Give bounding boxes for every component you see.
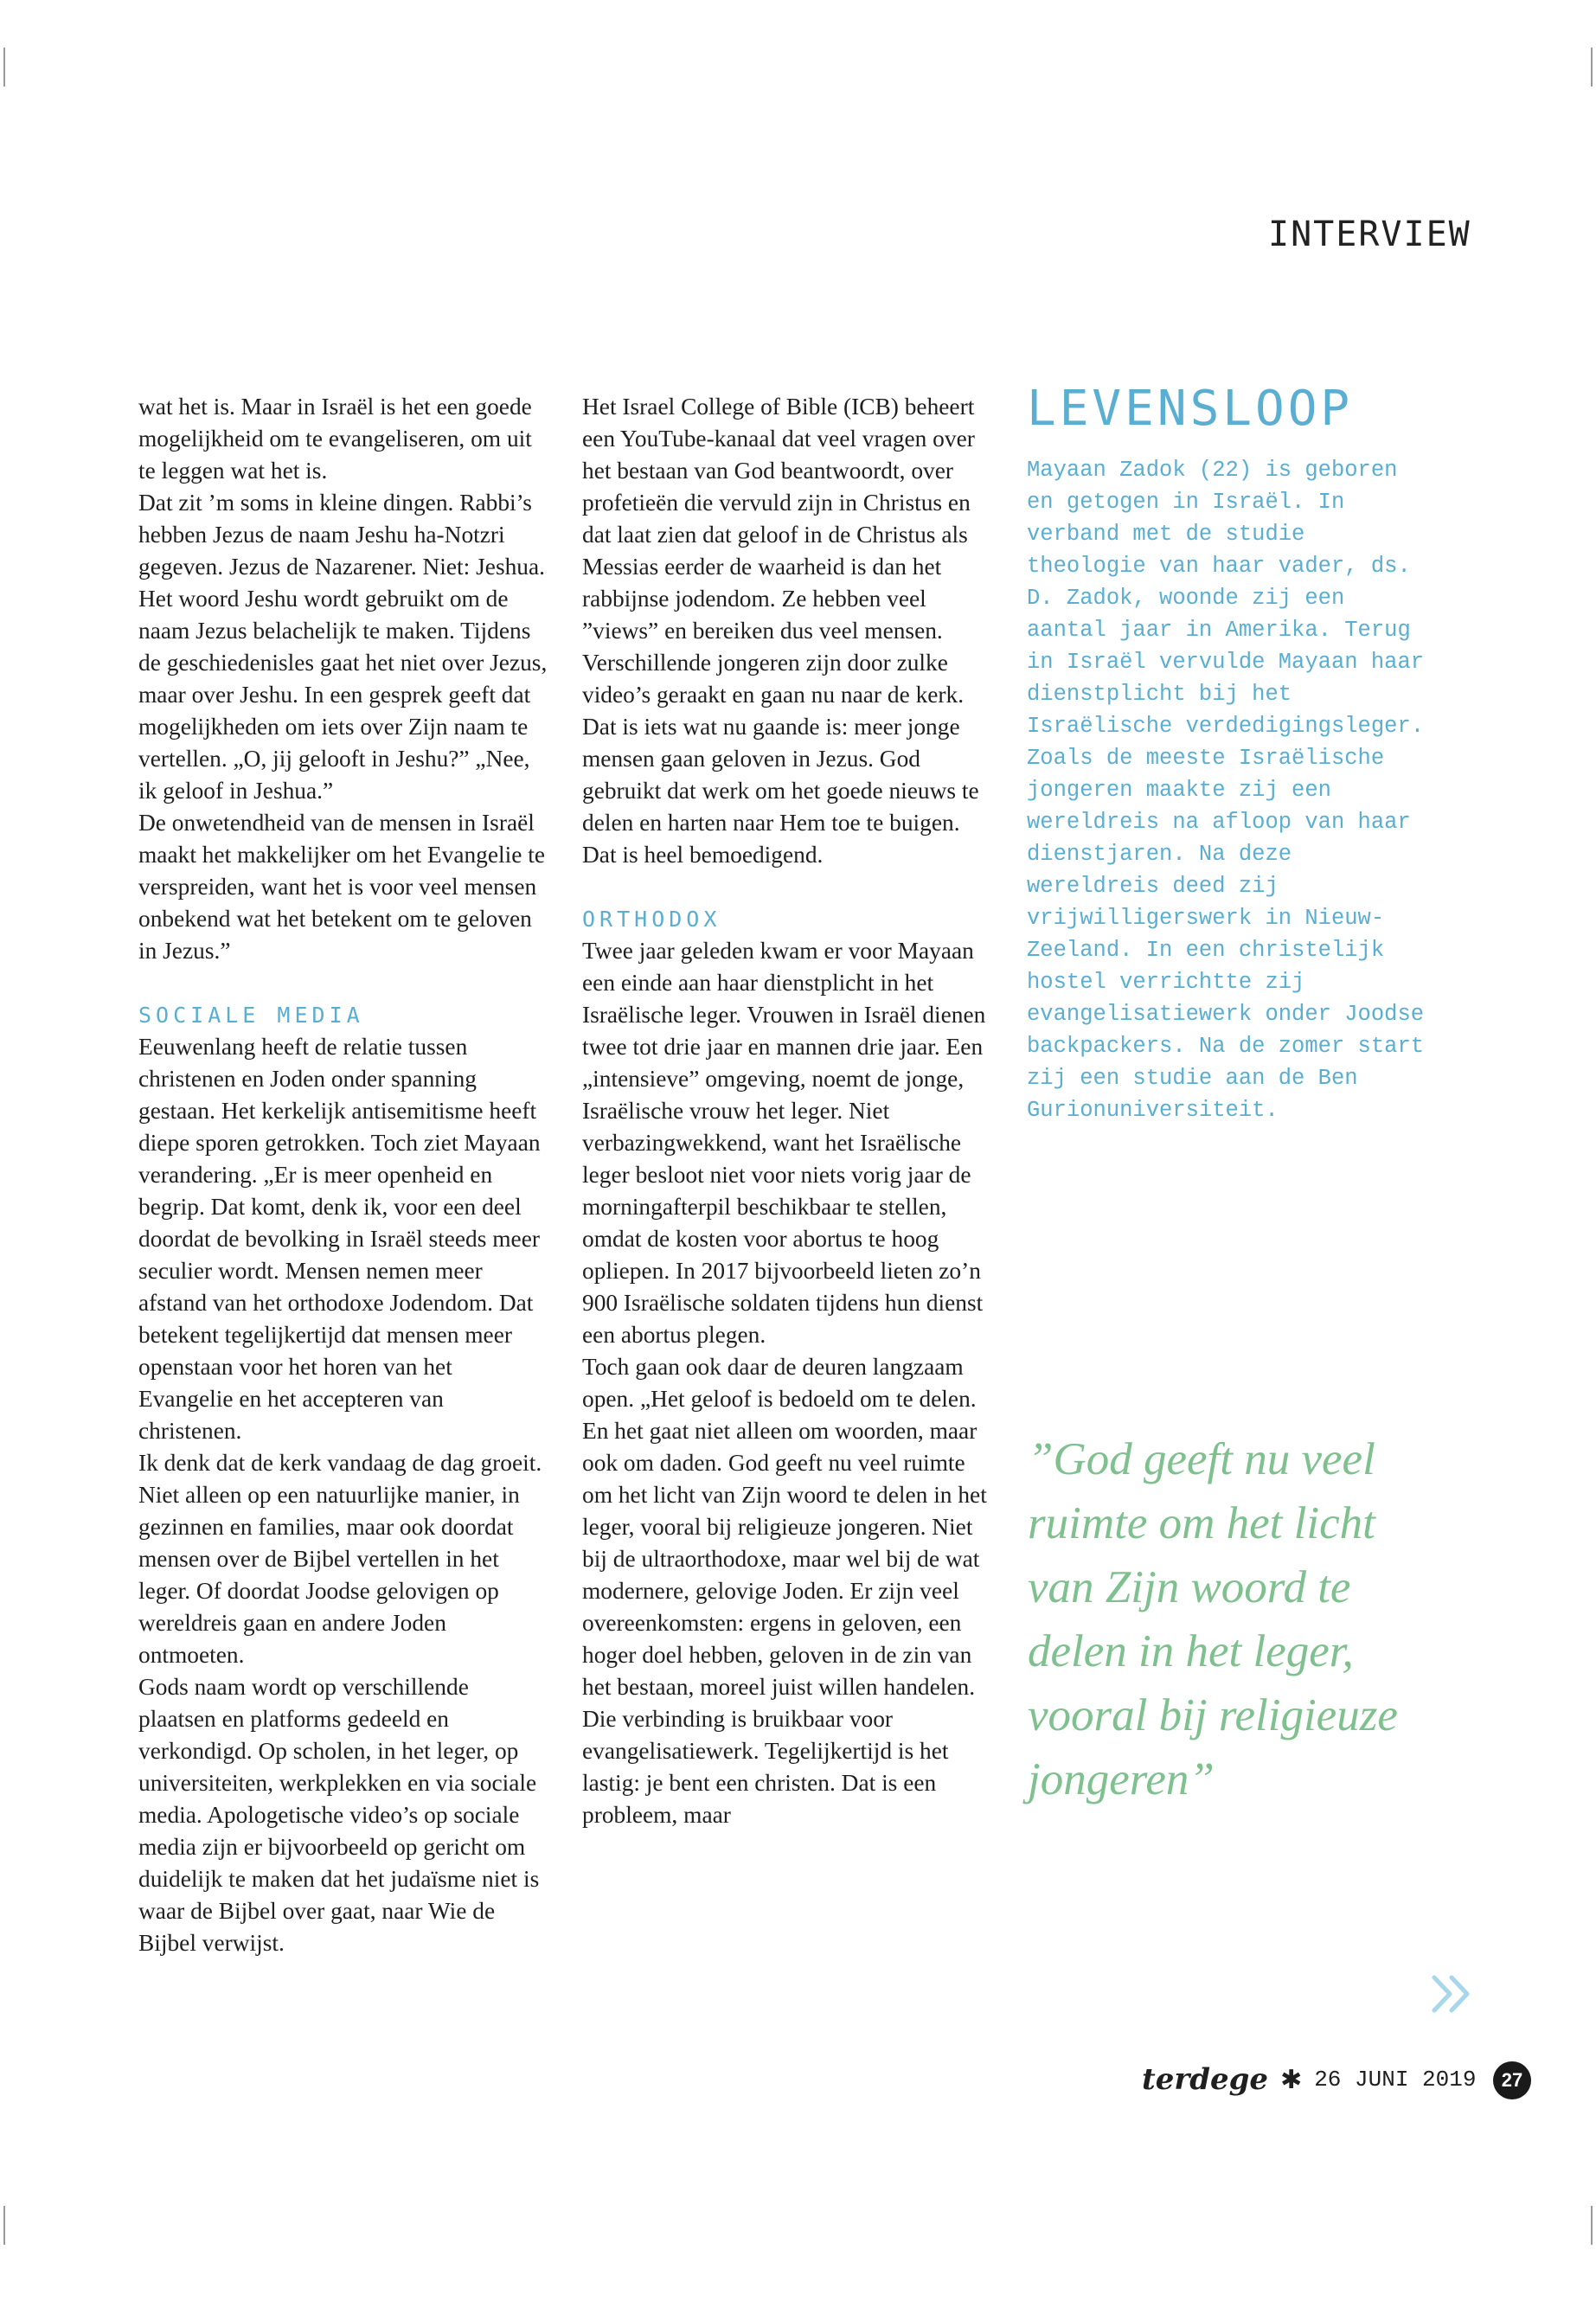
section-label: INTERVIEW <box>1268 215 1471 254</box>
sidebar-title: LEVENSLOOP <box>1027 381 1354 437</box>
crop-mark-bottom-left <box>3 2206 5 2245</box>
article-column-1 <box>138 391 548 1959</box>
page-number: 27 <box>1493 2061 1531 2099</box>
paragraph: Toch gaan ook daar de deuren langzaam open. „Het geloof is bedoeld om te delen. En het gaat niet alleen om woorden, maar ook om daden. God geeft nu veel ruimte om het licht van Zijn woord te delen in het leger, vooral bij religieuze jongeren. Niet bij de ultraorthodoxe, maar wel bij de wat modernere, gelovige Joden. Er zijn veel overeenkomsten: ergens in geloven, een hoger doel hebben, geloven in de zin van het bestaan, moreel juist willen handelen. Die verbinding is bruikbaar voor evangelisatiewerk. Tegelijkertijd is het lastig: je bent een christen. Dat is een probleem, maar <box>582 1354 987 1828</box>
subheading-sociale-media: SOCIALE MEDIA <box>138 1003 364 1028</box>
crop-mark-top-left <box>3 48 5 87</box>
subheading-orthodox: ORTHODOX <box>582 907 721 932</box>
paragraph: Gods naam wordt op verschillende plaatsen en platforms gedeeld en verkondigd. Op scholen, in het leger, op universiteiten, werkplekken en via sociale media. Apologetische video’s op sociale media zijn er bijvoorbeeld op gericht om duidelijk te maken dat het judaïsme niet is waar de Bijbel over gaat, naar Wie de Bijbel verwijst. <box>138 1674 540 1956</box>
paragraph: wat het is. Maar in Israël is het een goede mogelijkheid om te evangeliseren, om uit te leggen wat het is. <box>138 394 532 484</box>
sidebar-body: Mayaan Zadok (22) is geboren en getogen in Israël. In verband met de studie theologie van haar vader, ds. D. Zadok, woonde zij een aantal jaar in Amerika. Terug in Israël vervulde Mayaan haar dienstplicht bij het Israëlische verdedigingsleger. Zoals de meeste Israëlische jongeren maakte zij een wereldreis na afloop van haar dienstjaren. Na deze wereldreis deed zij vrijwilligerswerk in Nieuw-Zeeland. In een christelijk hostel verrichtte zij evangelisatiewerk onder Joodse backpackers. Na de zomer start zij een studie aan de Ben Gurionuniversiteit. <box>1027 458 1425 1123</box>
crop-mark-bottom-right <box>1591 2206 1593 2245</box>
footer <box>1142 2060 1476 2099</box>
paragraph: Dat zit ’m soms in kleine dingen. Rabbi’s hebben Jezus de naam Jeshu ha-Notzri gegeven. Jezus de Nazarener. Niet: Jeshua. Het woord Jeshu wordt gebruikt om de naam Jezus belachelijk te maken. Tijdens de geschiedenisles gaat het niet over Jezus, maar over Jeshu. In een gesprek geeft dat mogelijkheden om iets over Zijn naam te vertellen. „O, jij gelooft in Jeshu?” „Nee, ik geloof in Jeshua.” <box>138 490 548 804</box>
paragraph: De onwetendheid van de mensen in Israël maakt het makkelijker om het Evangelie te verspreiden, want het is voor veel mensen onbekend wat het betekent om te geloven in Jezus.” <box>138 810 546 964</box>
paragraph: Het Israel College of Bible (ICB) beheert een YouTube-kanaal dat veel vragen over het bestaan van God beantwoordt, over profetieën die vervuld zijn in Christus en dat laat zien dat geloof in de Christus als Messias eerder de waarheid is dan het rabbijnse jodendom. Ze hebben veel ”views” en bereiken dus veel mensen. <box>582 394 975 644</box>
issue-date: 26 JUNI 2019 <box>1314 2067 1477 2093</box>
paragraph: Ik denk dat de kerk vandaag de dag groeit. Niet alleen op een natuurlijke manier, in gezinnen en families, maar ook doordat mensen over de Bijbel vertellen in het leger. Of doordat Joodse gelovigen op wereldreis gaan en andere Joden ontmoeten. <box>138 1450 542 1668</box>
crop-mark-top-right <box>1591 48 1593 87</box>
separator-star-icon: ✱ <box>1280 2065 1303 2094</box>
pull-quote: ”God geeft nu veel ruimte om het licht van Zijn woord te delen in het leger, vooral bij religieuze jongeren” <box>1028 1434 1398 1804</box>
double-chevron-right-icon <box>1427 1972 1479 2016</box>
brand-logo: terdege <box>1142 2062 1269 2097</box>
article-column-2 <box>582 391 989 1831</box>
paragraph: Verschillende jongeren zijn door zulke video’s geraakt en gaan nu naar de kerk. Dat is iets wat nu gaande is: meer jonge mensen gaan geloven in Jezus. God gebruikt dat werk om het goede nieuws te delen en harten naar Hem toe te buigen. Dat is heel bemoedigend. <box>582 650 979 868</box>
paragraph: Twee jaar geleden kwam er voor Mayaan een einde aan haar dienstplicht in het Israëlische leger. Vrouwen in Israël dienen twee tot drie jaar en mannen drie jaar. Een „intensieve” omgeving, noemt de jonge, Israëlische vrouw het leger. Niet verbazingwekkend, want het Israëlische leger besloot niet voor niets vorig jaar de morningafterpil beschikbaar te stellen, omdat de kosten voor abortus te hoog opliepen. In 2017 bijvoorbeeld lieten zo’n 900 Israëlische soldaten tijdens hun dienst een abortus plegen. <box>582 938 986 1348</box>
paragraph: Eeuwenlang heeft de relatie tussen christenen en Joden onder spanning gestaan. Het kerkelijk antisemitisme heeft diepe sporen getrokken. Toch ziet Mayaan verandering. „Er is meer openheid en begrip. Dat komt, denk ik, voor een deel doordat de bevolking in Israël steeds meer seculier wordt. Mensen nemen meer afstand van het orthodoxe Jodendom. Dat betekent tegelijkertijd dat mensen meer openstaan voor het horen van het Evangelie en het accepteren van christenen. <box>138 1034 541 1444</box>
